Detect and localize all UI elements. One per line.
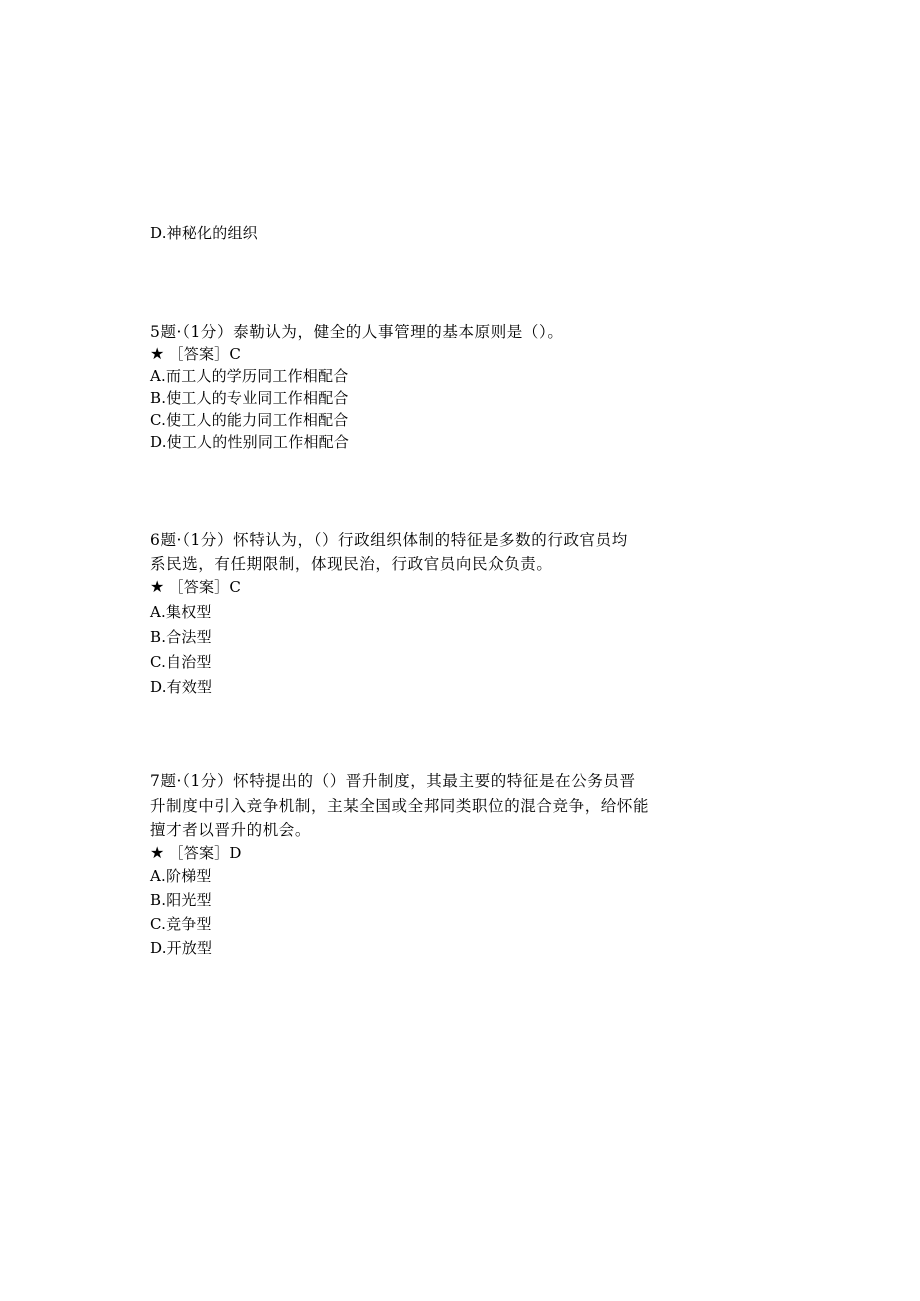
q6-option-c: C.自治型 <box>150 653 212 671</box>
q7-answer-label: ［答案］D <box>168 844 242 862</box>
q6-answer-label: ［答案］C <box>168 578 242 596</box>
black-star-icon: ★ <box>150 344 165 363</box>
q6-option-d: D.有效型 <box>150 678 213 696</box>
q7-option-c: C.竞争型 <box>150 915 212 933</box>
q7-stem-line-2: 升制度中引入竞争机制，主某全国或全邦同类职位的混合竞争，给怀能 <box>150 797 650 815</box>
q5-option-b: B.使工人的专业同工作相配合 <box>150 389 349 407</box>
q5-option-a: A.而工人的学历同工作相配合 <box>150 367 349 385</box>
q4-option-d: D.神秘化的组织 <box>150 224 258 242</box>
q5-option-d: D.使工人的性别同工作相配合 <box>150 433 350 451</box>
q5-option-c: C.使工人的能力同工作相配合 <box>150 411 349 429</box>
q7-answer <box>150 842 242 864</box>
q7-option-a: A.阶梯型 <box>150 867 212 885</box>
q6-option-a: A.集权型 <box>150 603 212 621</box>
q6-option-b: B.合法型 <box>150 628 212 646</box>
q5-answer-label: ［答案］C <box>168 345 242 363</box>
black-star-icon: ★ <box>150 843 165 862</box>
q5-stem-line-1: 5题·（1分）泰勒认为，健全的人事管理的基本原则是（）。 <box>150 323 564 341</box>
black-star-icon: ★ <box>150 577 165 596</box>
q7-stem-line-1: 7题·（1分）怀特提出的（）晋升制度，其最主要的特征是在公务员晋 <box>150 772 636 790</box>
q6-stem-line-1: 6题·（1分）怀特认为，（）行政组织体制的特征是多数的行政官员均 <box>150 531 628 549</box>
q5-answer <box>150 343 241 365</box>
q7-option-b: B.阳光型 <box>150 891 212 909</box>
q7-stem-line-3: 擅才者以晋升的机会。 <box>150 821 312 839</box>
q6-answer <box>150 576 241 598</box>
q7-option-d: D.开放型 <box>150 939 213 957</box>
q6-stem-line-2: 系民选，有任期限制，体现民治，行政官员向民众负责。 <box>150 555 553 573</box>
